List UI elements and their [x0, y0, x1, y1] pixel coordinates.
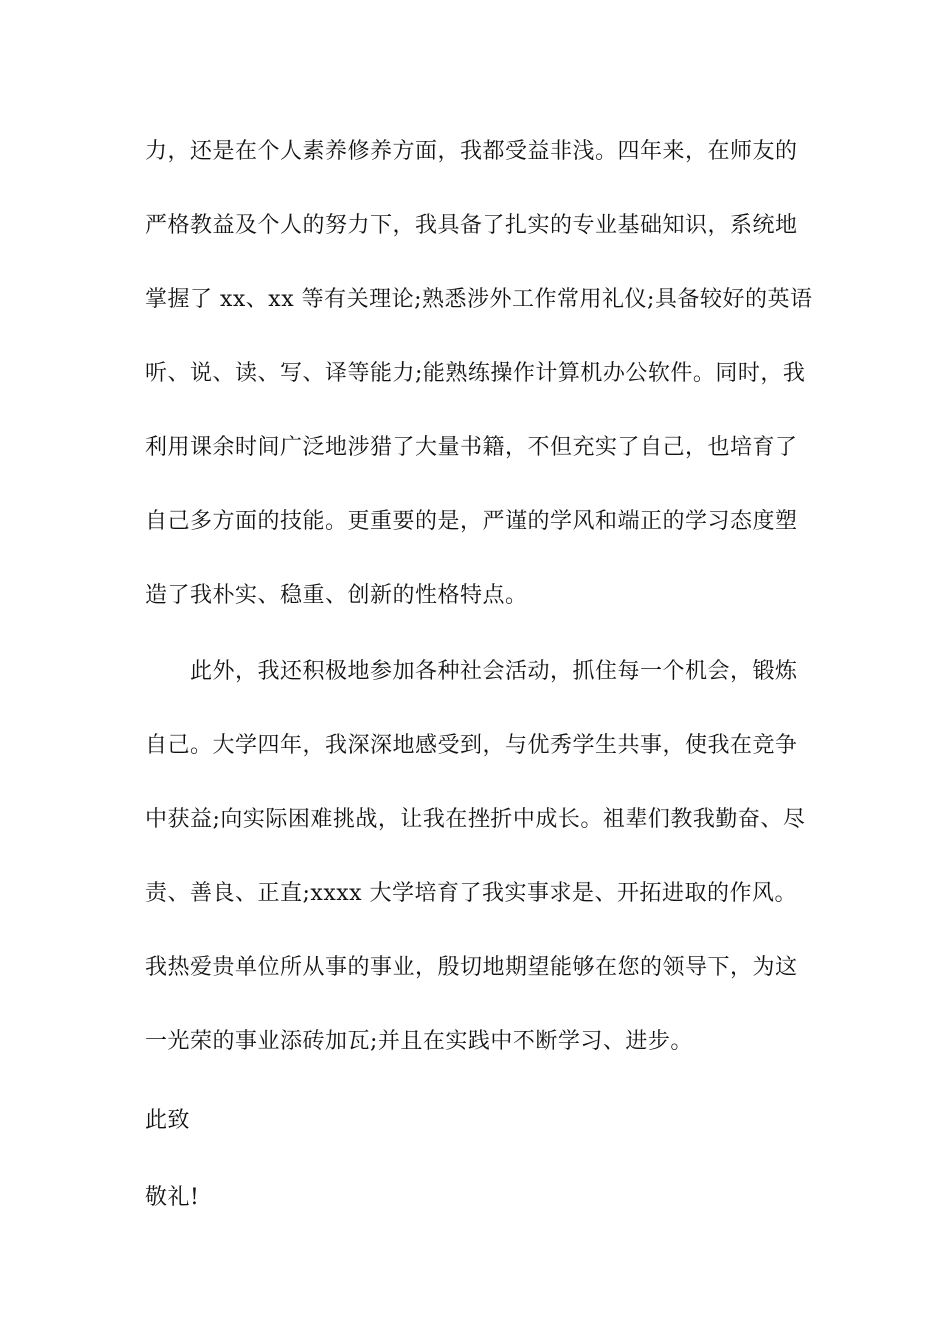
closing-line-2: 敬礼!	[145, 1185, 200, 1210]
paragraph1-line-3: 掌握了 xx、xx 等有关理论;熟悉涉外工作常用礼仪;具备较好的英语	[145, 287, 813, 312]
paragraph2-line-4: 责、善良、正直;xxxx 大学培育了我实事求是、开拓进取的作风。	[145, 881, 798, 906]
paragraph2-line-3: 中获益;向实际困难挑战，让我在挫折中成长。祖辈们教我勤奋、尽	[145, 807, 806, 832]
paragraph1-line-6: 自己多方面的技能。更重要的是，严谨的学风和端正的学习态度塑	[145, 509, 798, 534]
paragraph2-line-5: 我热爱贵单位所从事的事业，殷切地期望能够在您的领导下，为这	[145, 955, 798, 980]
paragraph2-line-2: 自己。大学四年，我深深地感受到，与优秀学生共事，使我在竞争	[145, 733, 798, 758]
paragraph1-line-4: 听、说、读、写、译等能力;能熟练操作计算机办公软件。同时，我	[145, 361, 806, 386]
paragraph1-line-7: 造了我朴实、稳重、创新的性格特点。	[145, 583, 528, 608]
paragraph1-line-2: 严格教益及个人的努力下，我具备了扎实的专业基础知识，系统地	[145, 213, 798, 238]
paragraph1-line-5: 利用课余时间广泛地涉猎了大量书籍，不但充实了自己，也培育了	[145, 435, 798, 460]
paragraph1-line-1: 力，还是在个人素养修养方面，我都受益非浅。四年来，在师友的	[145, 139, 798, 164]
paragraph2-line-1: 此外，我还积极地参加各种社会活动，抓住每一个机会，锻炼	[190, 659, 798, 684]
closing-line-1: 此致	[145, 1108, 191, 1133]
paragraph2-line-6: 一光荣的事业添砖加瓦;并且在实践中不断学习、进步。	[145, 1029, 693, 1054]
